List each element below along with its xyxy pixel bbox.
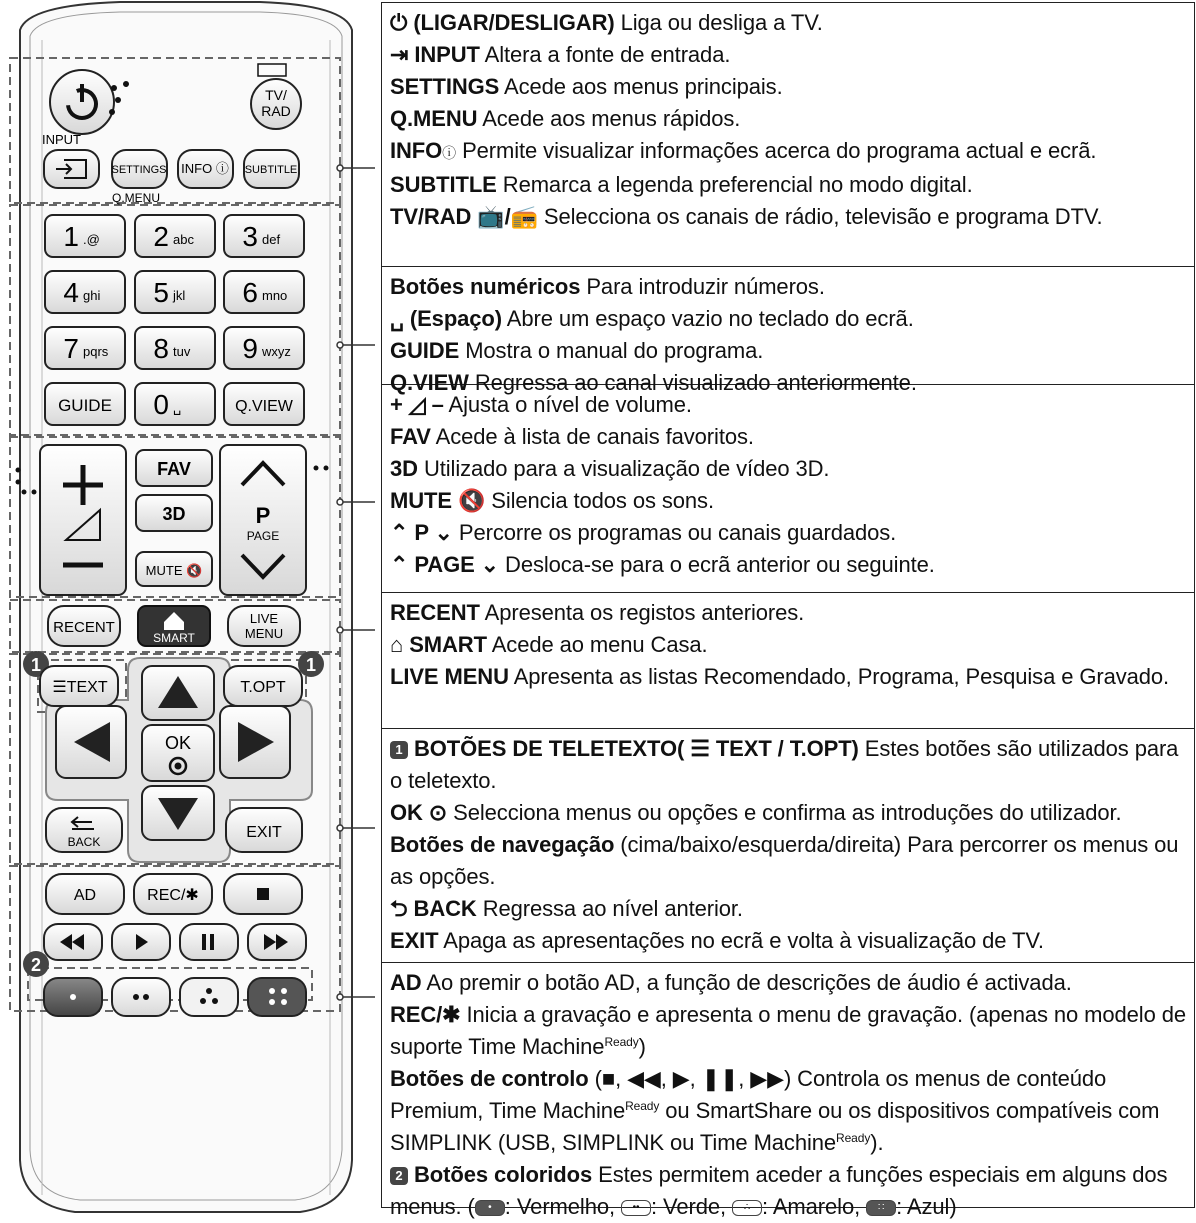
svg-text:Q.VIEW: Q.VIEW — [235, 398, 293, 415]
number-8-digit: 8 — [153, 333, 169, 364]
number-2-button[interactable] — [135, 215, 215, 257]
down-button[interactable] — [142, 786, 214, 840]
section-playback-group: AD Ao premir o botão AD, a função de descrições de áudio é activada. REC/✱ Inicia a gravação e apresenta o menu de gravação. (apenas no modelo de suporte Time Machine$^{Ready}$) Botões de controlo (■, ◀◀, ▶, ❚❚, ▶▶) Controla os menus de conteúdo Premium, Time Machine$^{Ready}$ ou SmartShare ou os dispositivos compatíveis com SIMPLINK (USB, SIMPLINK ou Time Machine$^{Ready}$). 2 Botões coloridos Estes permitem aceder a funções especiais em alguns dos menus. ( • : Vermelho, •• : Verde, ∴ : Amarelo, ∷ : Azul) — [390, 970, 1186, 1219]
number-7-digit: 7 — [63, 333, 79, 364]
ad-button[interactable] — [46, 874, 124, 914]
live-menu-button[interactable] — [228, 606, 300, 646]
green-button[interactable] — [112, 978, 170, 1016]
svg-text:1: 1 — [305, 655, 317, 675]
number-7-button[interactable] — [45, 327, 125, 369]
number-0-button[interactable] — [135, 383, 215, 425]
svg-text:EXIT: EXIT — [246, 824, 282, 841]
number-8-letters: tuv — [173, 344, 191, 359]
svg-text:MENU: MENU — [244, 626, 284, 641]
number-5-digit: 5 — [153, 277, 169, 308]
svg-text:MUTE 🔇: MUTE 🔇 — [145, 563, 203, 578]
program-page-rocker[interactable] — [220, 445, 306, 595]
blue-button[interactable] — [248, 978, 306, 1016]
qmenu-label: Q.MENU — [112, 191, 160, 205]
info-button[interactable] — [178, 150, 233, 188]
ok-button[interactable] — [142, 725, 214, 781]
input-button[interactable] — [44, 150, 99, 188]
stop-button[interactable] — [224, 874, 302, 914]
number-9-letters: wxyz — [262, 344, 291, 359]
svg-text:RAD: RAD — [261, 103, 291, 119]
up-button[interactable] — [142, 666, 214, 720]
section-numeric-group: Botões numéricos Para introduzir números. ␣ (Espaço) Abre um espaço vazio no teclado do ecrã. GUIDE Mostra o manual do programa. Q.VIEW Regressa ao canal visualizado anteriormente. — [382, 267, 1194, 385]
svg-text:1: 1 — [30, 655, 42, 675]
number-8-button[interactable] — [135, 327, 215, 369]
number-5-letters: jkl — [173, 288, 186, 303]
recent-button[interactable] — [48, 606, 120, 646]
number-6-digit: 6 — [242, 277, 258, 308]
yellow-button[interactable] — [180, 978, 238, 1016]
tv-rad-button[interactable] — [251, 79, 301, 129]
three-d-button[interactable] — [136, 495, 212, 531]
number-4-letters: ghi — [83, 288, 101, 303]
number-2-letters: abc — [173, 232, 194, 247]
text-button[interactable] — [40, 666, 118, 706]
svg-text:SMART: SMART — [153, 631, 195, 645]
svg-text:PAGE: PAGE — [246, 529, 280, 543]
topt-button[interactable] — [224, 666, 302, 706]
number-3-letters: def — [262, 232, 281, 247]
mute-button[interactable] — [136, 552, 212, 586]
fav-button[interactable] — [136, 450, 212, 486]
pause-button[interactable] — [180, 924, 238, 960]
number-2-digit: 2 — [153, 221, 169, 252]
green-key-icon: •• — [621, 1200, 651, 1216]
description-table — [381, 2, 1195, 1219]
svg-text:LIVE: LIVE — [249, 611, 279, 626]
number-9-button[interactable] — [224, 327, 304, 369]
badge-1: 1 — [390, 741, 408, 759]
number-3-button[interactable] — [224, 215, 304, 257]
svg-text:SETTINGS: SETTINGS — [111, 164, 167, 176]
number-9-digit: 9 — [242, 333, 258, 364]
svg-text:REC/✱: REC/✱ — [147, 887, 199, 904]
red-button[interactable] — [44, 978, 102, 1016]
svg-text:RECENT: RECENT — [53, 619, 115, 636]
svg-text:BACK: BACK — [67, 835, 101, 849]
guide-button[interactable] — [45, 383, 125, 425]
svg-text:OK: OK — [164, 733, 192, 753]
svg-text:AD: AD — [73, 887, 97, 904]
rec-button[interactable] — [134, 874, 212, 914]
power-button[interactable] — [50, 70, 114, 134]
number-4-button[interactable] — [45, 271, 125, 313]
number-5-button[interactable] — [135, 271, 215, 313]
back-button[interactable] — [46, 808, 122, 852]
svg-text:SUBTITLE: SUBTITLE — [244, 164, 298, 176]
number-1-letters: .@ — [83, 232, 100, 247]
qview-button[interactable] — [224, 383, 304, 425]
svg-text:☰TEXT: ☰TEXT — [52, 679, 108, 696]
svg-text:GUIDE: GUIDE — [58, 396, 112, 415]
red-key-icon: • — [475, 1200, 505, 1216]
number-0-letters: ␣ — [173, 400, 182, 415]
right-button[interactable] — [220, 706, 290, 778]
svg-text:INFO ⓘ: INFO ⓘ — [181, 161, 229, 176]
smart-button[interactable] — [138, 606, 210, 646]
rewind-button[interactable] — [44, 924, 102, 960]
svg-text:T.OPT: T.OPT — [240, 679, 286, 696]
number-7-letters: pqrs — [83, 344, 109, 359]
blue-key-icon: ∷ — [866, 1200, 896, 1216]
number-6-letters: mno — [262, 288, 288, 303]
section-smart-group: RECENT Apresenta os registos anteriores. ⌂ SMART Acede ao menu Casa. LIVE MENU Apresenta as listas Recomendado, Programa, Pesquisa e Gravado. — [382, 593, 1194, 729]
settings-button[interactable] — [111, 150, 167, 188]
svg-text:TV/: TV/ — [265, 87, 287, 103]
svg-text:P: P — [255, 503, 271, 528]
section-power-group: ⏻ (LIGAR/DESLIGAR) Liga ou desliga a TV. ⇥ INPUT Altera a fonte de entrada. SETTINGS Acede aos menus principais. Q.MENU Acede aos menus rápidos. INFOⓘ Permite visualizar informações acerca do programa actual e ecrã. SUBTITLE Remarca a legenda preferencial no modo digital. TV/RAD 📺/📻 Selecciona os canais de rádio, televisão e programa DTV. — [382, 3, 1194, 267]
fast-forward-button[interactable] — [248, 924, 306, 960]
left-button[interactable] — [56, 706, 126, 778]
number-6-button[interactable] — [224, 271, 304, 313]
play-button[interactable] — [112, 924, 170, 960]
input-label: INPUT — [42, 132, 81, 147]
badge-2: 2 — [390, 1167, 408, 1185]
svg-text:2: 2 — [30, 955, 42, 975]
number-3-digit: 3 — [242, 221, 258, 252]
volume-rocker[interactable] — [40, 445, 126, 595]
remote-control-illustration — [0, 0, 375, 1223]
number-4-digit: 4 — [63, 277, 79, 308]
section-volume-group: + ◿ – Ajusta o nível de volume. FAV Acede à lista de canais favoritos. 3D Utilizado para a visualização de vídeo 3D. MUTE 🔇 Silencia todos os sons. ⌃ P ⌄ Percorre os programas ou canais guardados. ⌃ PAGE ⌄ Desloca-se para o ecrã anterior ou seguinte. — [382, 385, 1194, 593]
section-navigation-group: 1 BOTÕES DE TELETEXTO( ☰ TEXT / T.OPT) Estes botões são utilizados para o teletexto. OK ⊙ Selecciona menus ou opções e confirma as introduções do utilizador. Botões de navegação (cima/baixo/esquerda/direita) Para percorrer os menus ou as opções. ⮌ BACK Regressa ao nível anterior. EXIT Apaga as apresentações no ecrã e volta à visualização de TV. — [382, 729, 1194, 963]
exit-button[interactable] — [226, 808, 302, 852]
number-1-button[interactable] — [45, 215, 125, 257]
subtitle-button[interactable] — [244, 150, 299, 188]
number-1-digit: 1 — [63, 221, 79, 252]
yellow-key-icon: ∴ — [732, 1200, 762, 1216]
number-0-digit: 0 — [153, 389, 169, 420]
svg-text:FAV: FAV — [157, 459, 191, 479]
svg-text:3D: 3D — [162, 504, 186, 524]
